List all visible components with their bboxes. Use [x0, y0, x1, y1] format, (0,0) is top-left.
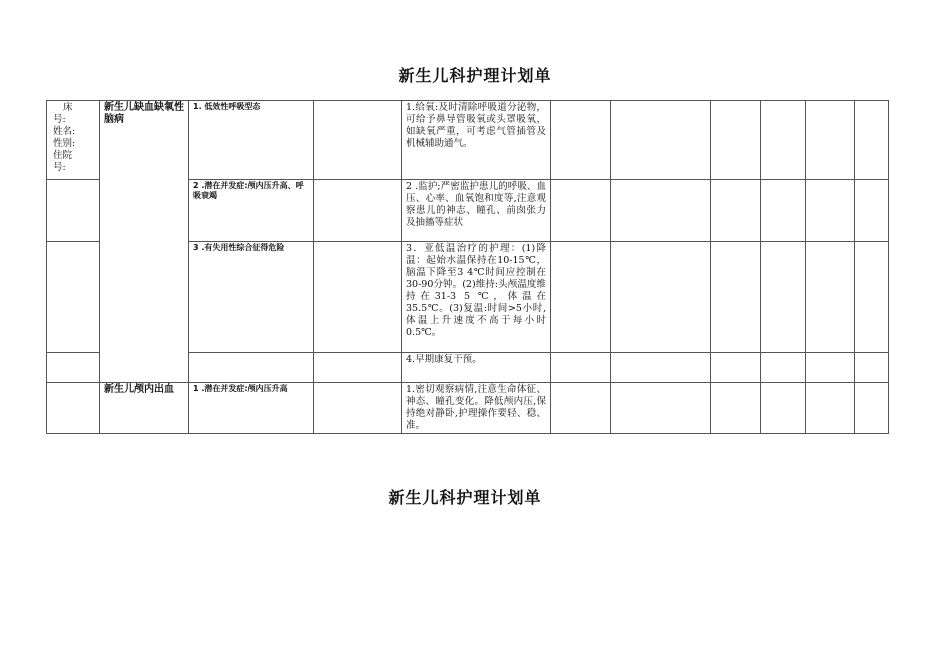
empty-cell [806, 180, 855, 242]
admission-label-cont: 号: [53, 162, 66, 173]
name-label: 姓名: [53, 126, 76, 137]
measure-cell: 4.早期康复干预。 [402, 353, 551, 383]
empty-cell [314, 383, 402, 434]
nursing-plan-table [46, 100, 889, 434]
problem-cell: 2 .潜在并发症:颅内压升高、呼吸衰竭 [189, 180, 314, 242]
empty-cell [761, 383, 806, 434]
empty-cell [47, 180, 100, 242]
empty-cell [855, 383, 889, 434]
measure-cell: 1.给氧:及时清除呼吸道分泌物，可给予鼻导管吸氧或头罩吸氧，如缺氧严重，可考虑气管插管及机械辅助通气。 [402, 101, 551, 180]
gender-label: 性别: [53, 138, 76, 149]
diagnosis-cell: 新生儿缺血缺氧性脑病 [100, 101, 189, 383]
empty-cell [551, 180, 611, 242]
empty-cell [711, 383, 761, 434]
empty-cell [806, 383, 855, 434]
empty-cell [761, 101, 806, 180]
empty-cell [855, 242, 889, 353]
empty-cell [47, 383, 100, 434]
measure-cell: 1.密切观察病情,注意生命体征、神态、瞳孔变化。降低颅内压,保持绝对静卧,护理操作要轻、稳、准。 [402, 383, 551, 434]
empty-cell [806, 353, 855, 383]
empty-cell [47, 353, 100, 383]
empty-cell [711, 101, 761, 180]
empty-cell [761, 353, 806, 383]
bed-label: 床 [63, 102, 73, 113]
empty-cell [47, 242, 100, 353]
empty-cell [611, 101, 711, 180]
empty-cell [806, 101, 855, 180]
empty-cell [611, 383, 711, 434]
empty-cell [806, 242, 855, 353]
measure-cell: 3．亚低温治疗的护理：(1)降温：起始水温保持在10-15℃，脑温下降至3 4℃时间应控制在30-90分钟。(2)维持:头颅温度维持在31-3 5 ℃，体温在35.5℃。(3)复温:时间>5小时,体温上升速度不高于每小时0.5℃。 [402, 242, 551, 353]
page-title: 新生儿科护理计划单 [398, 66, 552, 85]
problem-cell: 1 .潜在并发症:颅内压升高 [189, 383, 314, 434]
empty-cell [855, 180, 889, 242]
empty-cell [551, 383, 611, 434]
empty-cell [711, 242, 761, 353]
admission-label: 住院 [53, 150, 73, 161]
problem-cell: 1. 低效性呼吸型态 [189, 101, 314, 180]
measure-cell: 2 .监护;严密监护患儿的呼吸、血压、心率、血氧饱和度等,注意观察患儿的神志、瞳孔、前囱张力及抽搐等症状 [402, 180, 551, 242]
empty-cell [855, 353, 889, 383]
empty-cell [551, 242, 611, 353]
problem-cell: 3 .有失用性综合征得危险 [189, 242, 314, 353]
empty-cell [611, 180, 711, 242]
empty-cell [551, 353, 611, 383]
empty-cell [314, 242, 402, 353]
empty-cell [551, 101, 611, 180]
empty-cell [314, 353, 402, 383]
bed-label-cont: 号: [53, 114, 66, 125]
empty-cell [761, 242, 806, 353]
empty-cell [314, 101, 402, 180]
diagnosis-cell: 新生儿颅内出血 [100, 383, 189, 434]
page-title-second: 新生儿科护理计划单 [388, 488, 542, 507]
empty-cell [711, 180, 761, 242]
empty-cell [314, 180, 402, 242]
empty-cell [855, 101, 889, 180]
empty-cell [189, 353, 314, 383]
empty-cell [761, 180, 806, 242]
empty-cell [711, 353, 761, 383]
empty-cell [611, 242, 711, 353]
patient-info-cell [47, 101, 100, 180]
empty-cell [611, 353, 711, 383]
